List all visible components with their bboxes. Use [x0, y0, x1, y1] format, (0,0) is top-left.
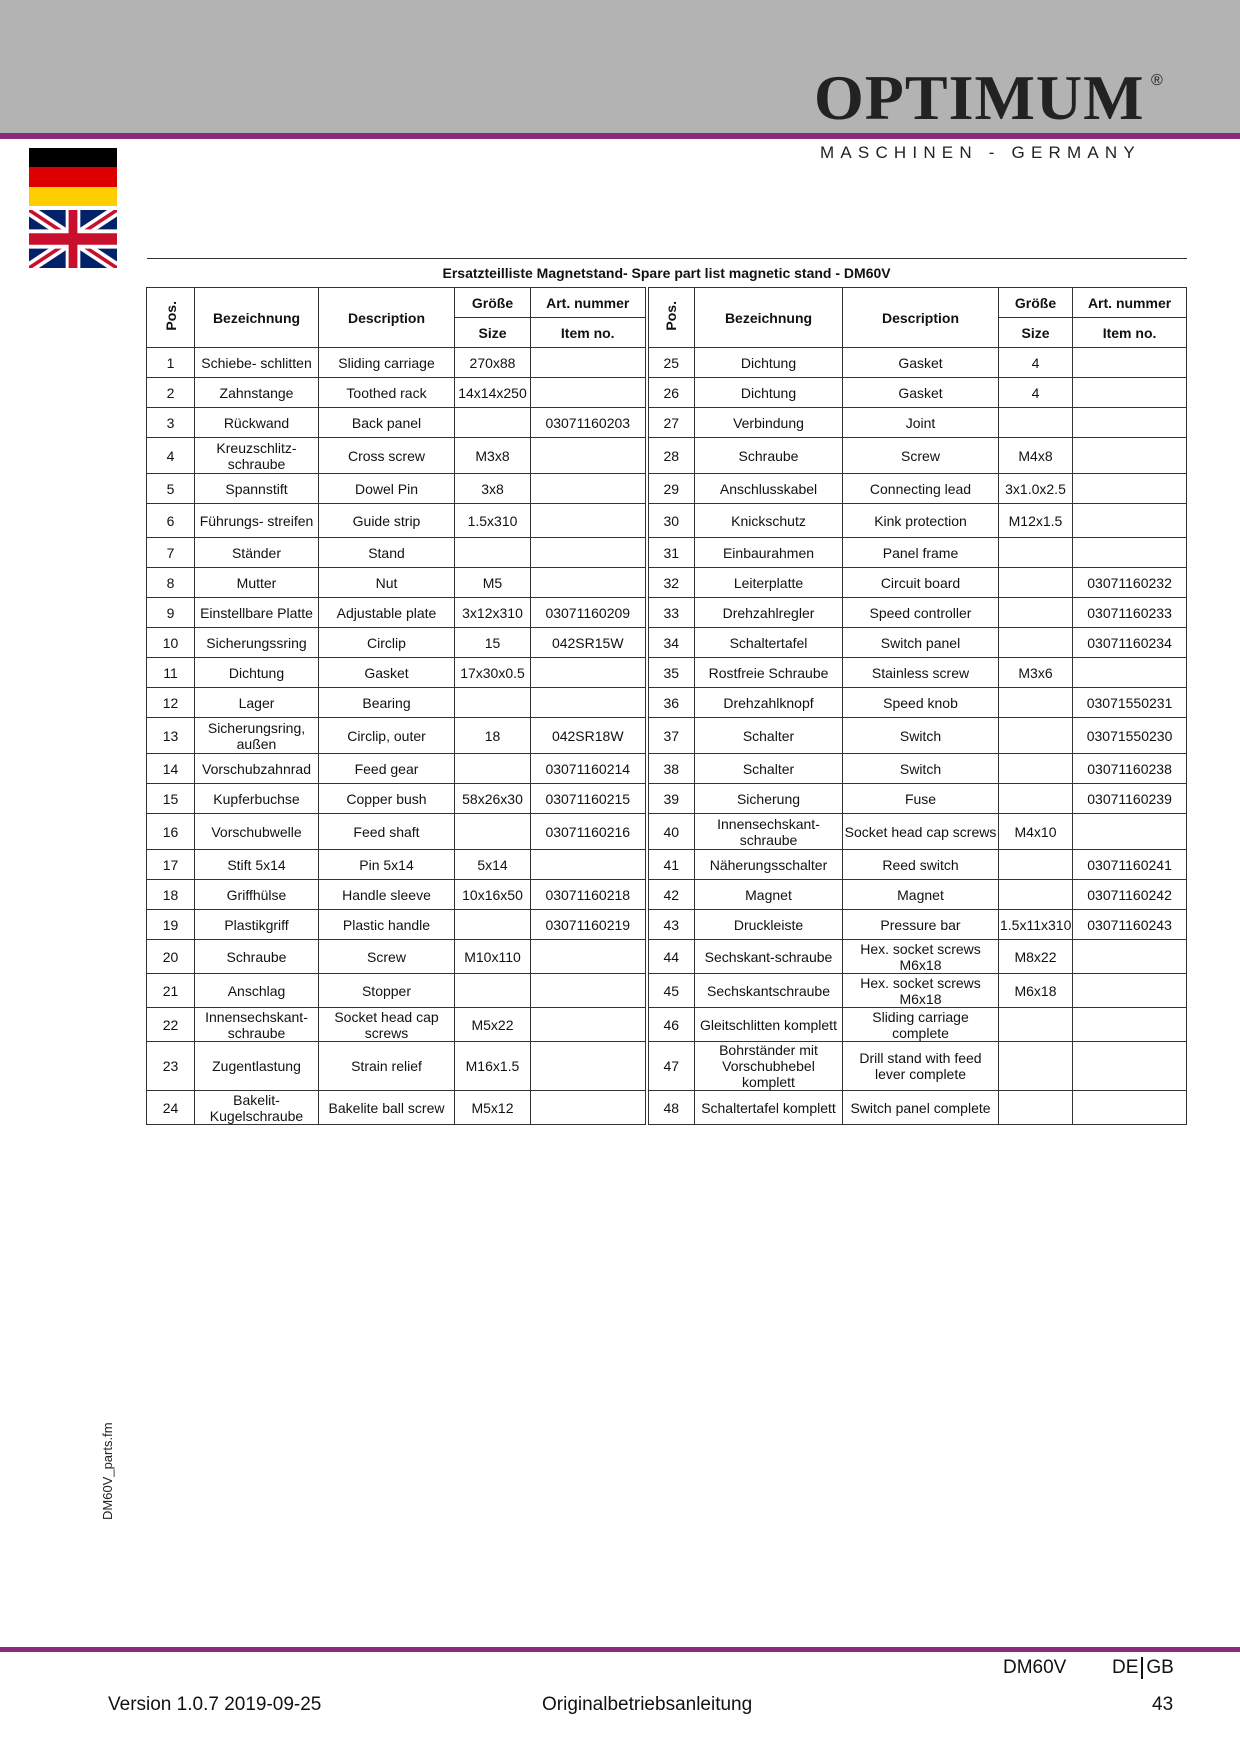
- table-row: [147, 910, 1187, 940]
- cell-right-size: M12x1.5: [999, 504, 1073, 538]
- cell-left-size: 58x26x30: [455, 784, 531, 814]
- cell-right-pos: 47: [647, 1042, 695, 1091]
- cell-right-item-no: [1073, 1091, 1187, 1125]
- cell-left-description: Nut: [319, 568, 455, 598]
- cell-left-bezeichnung: Lager: [195, 688, 319, 718]
- cell-left-pos: 7: [147, 538, 195, 568]
- registered-mark: ®: [1151, 72, 1163, 89]
- cell-right-size: [999, 598, 1073, 628]
- page-number: 43: [1152, 1694, 1174, 1715]
- cell-left-item-no: 042SR15W: [531, 628, 647, 658]
- header-groesse: Größe: [455, 288, 531, 318]
- cell-left-pos: 10: [147, 628, 195, 658]
- cell-left-bezeichnung: Zugentlastung: [195, 1042, 319, 1091]
- cell-right-pos: 45: [647, 974, 695, 1008]
- cell-right-pos: 28: [647, 438, 695, 474]
- cell-left-description: Gasket: [319, 658, 455, 688]
- cell-right-pos: 25: [647, 348, 695, 378]
- cell-left-pos: 2: [147, 378, 195, 408]
- cell-left-pos: 23: [147, 1042, 195, 1091]
- cell-left-description: Copper bush: [319, 784, 455, 814]
- table-row: [147, 504, 1187, 538]
- header-description: Description: [319, 288, 455, 348]
- cell-left-item-no: 03071160215: [531, 784, 647, 814]
- cell-left-pos: 6: [147, 504, 195, 538]
- cell-right-description: Switch panel: [843, 628, 999, 658]
- lang-gb: GB: [1146, 1657, 1174, 1679]
- cell-left-pos: 22: [147, 1008, 195, 1042]
- table-row: [147, 348, 1187, 378]
- cell-left-pos: 18: [147, 880, 195, 910]
- header-groesse-right: Größe: [999, 288, 1073, 318]
- cell-right-item-no: [1073, 1008, 1187, 1042]
- footer-accent-line: [0, 1647, 1240, 1652]
- cell-right-description: Hex. socket screws M6x18: [843, 974, 999, 1008]
- cell-right-pos: 27: [647, 408, 695, 438]
- cell-right-pos: 39: [647, 784, 695, 814]
- cell-left-size: M5x12: [455, 1091, 531, 1125]
- cell-left-bezeichnung: Mutter: [195, 568, 319, 598]
- cell-right-item-no: 03071160241: [1073, 850, 1187, 880]
- cell-right-size: [999, 1091, 1073, 1125]
- cell-left-bezeichnung: Stift 5x14: [195, 850, 319, 880]
- cell-right-bezeichnung: Sicherung: [695, 784, 843, 814]
- cell-right-bezeichnung: Schraube: [695, 438, 843, 474]
- cell-right-size: [999, 718, 1073, 754]
- cell-right-size: [999, 880, 1073, 910]
- cell-left-size: [455, 754, 531, 784]
- table-row: [147, 628, 1187, 658]
- cell-left-item-no: [531, 348, 647, 378]
- table-row: [147, 658, 1187, 688]
- lang-de: DE: [1112, 1657, 1139, 1679]
- cell-right-description: Speed knob: [843, 688, 999, 718]
- cell-left-item-no: 03071160219: [531, 910, 647, 940]
- cell-left-item-no: 03071160216: [531, 814, 647, 850]
- cell-right-size: 4: [999, 378, 1073, 408]
- table-row: [147, 688, 1187, 718]
- table-row: [147, 408, 1187, 438]
- cell-left-pos: 8: [147, 568, 195, 598]
- cell-right-size: [999, 850, 1073, 880]
- cell-right-item-no: 03071160238: [1073, 754, 1187, 784]
- table-row: [147, 974, 1187, 1008]
- cell-right-size: [999, 688, 1073, 718]
- cell-right-pos: 33: [647, 598, 695, 628]
- cell-right-item-no: [1073, 438, 1187, 474]
- header-art-nummer-right: Art. nummer: [1073, 288, 1187, 318]
- cell-right-bezeichnung: Rostfreie Schraube: [695, 658, 843, 688]
- cell-left-item-no: [531, 438, 647, 474]
- cell-left-item-no: 03071160209: [531, 598, 647, 628]
- cell-left-item-no: [531, 940, 647, 974]
- cell-left-pos: 3: [147, 408, 195, 438]
- cell-right-size: 4: [999, 348, 1073, 378]
- cell-right-description: Drill stand with feed lever complete: [843, 1042, 999, 1091]
- cell-left-description: Handle sleeve: [319, 880, 455, 910]
- cell-right-pos: 26: [647, 378, 695, 408]
- cell-right-size: [999, 1008, 1073, 1042]
- table-row: [147, 1008, 1187, 1042]
- cell-right-size: 1.5x11x310: [999, 910, 1073, 940]
- cell-left-description: Adjustable plate: [319, 598, 455, 628]
- cell-right-size: [999, 538, 1073, 568]
- cell-left-size: [455, 688, 531, 718]
- cell-left-pos: 24: [147, 1091, 195, 1125]
- table-row: [147, 850, 1187, 880]
- cell-left-size: M5: [455, 568, 531, 598]
- cell-right-pos: 38: [647, 754, 695, 784]
- cell-right-bezeichnung: Dichtung: [695, 378, 843, 408]
- table-title: Ersatzteilliste Magnetstand- Spare part list magnetic stand - DM60V: [147, 259, 1187, 288]
- cell-left-bezeichnung: Bakelit-Kugelschraube: [195, 1091, 319, 1125]
- header-bezeichnung-right: Bezeichnung: [695, 288, 843, 348]
- cell-right-size: [999, 568, 1073, 598]
- cell-right-description: Joint: [843, 408, 999, 438]
- spare-parts-table: [146, 258, 1186, 1125]
- brand-tagline: MASCHINEN - GERMANY: [820, 143, 1141, 162]
- cell-right-item-no: [1073, 348, 1187, 378]
- cell-right-description: Switch: [843, 718, 999, 754]
- cell-left-item-no: [531, 538, 647, 568]
- footer-model: DM60V: [1003, 1657, 1067, 1678]
- source-file-label: DM60V_parts.fm: [100, 1422, 115, 1520]
- cell-right-bezeichnung: Druckleiste: [695, 910, 843, 940]
- cell-right-bezeichnung: Anschlusskabel: [695, 474, 843, 504]
- cell-left-item-no: 03071160214: [531, 754, 647, 784]
- cell-left-pos: 4: [147, 438, 195, 474]
- cell-right-size: [999, 784, 1073, 814]
- header-accent-line: [0, 133, 1240, 139]
- cell-left-bezeichnung: Plastikgriff: [195, 910, 319, 940]
- cell-left-pos: 11: [147, 658, 195, 688]
- cell-left-bezeichnung: Schiebe- schlitten: [195, 348, 319, 378]
- cell-left-bezeichnung: Spannstift: [195, 474, 319, 504]
- cell-right-size: 3x1.0x2.5: [999, 474, 1073, 504]
- cell-left-item-no: 042SR18W: [531, 718, 647, 754]
- cell-left-item-no: [531, 658, 647, 688]
- cell-right-size: [999, 754, 1073, 784]
- cell-left-description: Stopper: [319, 974, 455, 1008]
- cell-right-item-no: 03071550230: [1073, 718, 1187, 754]
- table-row: [147, 474, 1187, 504]
- cell-right-description: Screw: [843, 438, 999, 474]
- cell-right-description: Pressure bar: [843, 910, 999, 940]
- cell-left-item-no: 03071160203: [531, 408, 647, 438]
- cell-left-description: Screw: [319, 940, 455, 974]
- cell-left-item-no: [531, 474, 647, 504]
- cell-right-description: Magnet: [843, 880, 999, 910]
- table-row: [147, 814, 1187, 850]
- header-pos: Pos.: [147, 288, 195, 348]
- cell-right-item-no: [1073, 408, 1187, 438]
- cell-left-size: 3x8: [455, 474, 531, 504]
- cell-right-item-no: [1073, 940, 1187, 974]
- cell-right-size: [999, 1042, 1073, 1091]
- cell-right-description: Gasket: [843, 348, 999, 378]
- cell-left-bezeichnung: Griffhülse: [195, 880, 319, 910]
- cell-left-size: 3x12x310: [455, 598, 531, 628]
- footer-document-type: Originalbetriebsanleitung: [542, 1694, 753, 1715]
- cell-left-size: 14x14x250: [455, 378, 531, 408]
- cell-left-size: [455, 408, 531, 438]
- cell-left-item-no: [531, 1008, 647, 1042]
- cell-right-pos: 43: [647, 910, 695, 940]
- cell-right-description: Speed controller: [843, 598, 999, 628]
- cell-right-item-no: 03071160233: [1073, 598, 1187, 628]
- cell-left-item-no: [531, 850, 647, 880]
- cell-left-size: M10x110: [455, 940, 531, 974]
- cell-left-size: M5x22: [455, 1008, 531, 1042]
- header-art-nummer: Art. nummer: [531, 288, 647, 318]
- cell-left-item-no: [531, 1042, 647, 1091]
- cell-right-bezeichnung: Knickschutz: [695, 504, 843, 538]
- cell-left-size: [455, 910, 531, 940]
- cell-left-size: 1.5x310: [455, 504, 531, 538]
- cell-right-bezeichnung: Näherungsschalter: [695, 850, 843, 880]
- cell-right-description: Switch panel complete: [843, 1091, 999, 1125]
- cell-right-size: [999, 408, 1073, 438]
- cell-left-description: Guide strip: [319, 504, 455, 538]
- cell-left-size: 10x16x50: [455, 880, 531, 910]
- cell-right-description: Stainless screw: [843, 658, 999, 688]
- cell-right-description: Sliding carriage complete: [843, 1008, 999, 1042]
- cell-left-item-no: [531, 1091, 647, 1125]
- table-row: [147, 718, 1187, 754]
- cell-left-description: Bakelite ball screw: [319, 1091, 455, 1125]
- cell-left-description: Feed gear: [319, 754, 455, 784]
- cell-right-description: Panel frame: [843, 538, 999, 568]
- cell-left-description: Plastic handle: [319, 910, 455, 940]
- uk-flag-icon[interactable]: [29, 210, 117, 268]
- cell-left-pos: 16: [147, 814, 195, 850]
- cell-right-bezeichnung: Einbaurahmen: [695, 538, 843, 568]
- cell-right-item-no: 03071160243: [1073, 910, 1187, 940]
- cell-left-description: Toothed rack: [319, 378, 455, 408]
- cell-right-description: Reed switch: [843, 850, 999, 880]
- cell-left-bezeichnung: Vorschubzahnrad: [195, 754, 319, 784]
- cell-right-size: M8x22: [999, 940, 1073, 974]
- cell-right-item-no: 03071550231: [1073, 688, 1187, 718]
- cell-left-pos: 15: [147, 784, 195, 814]
- header-bezeichnung: Bezeichnung: [195, 288, 319, 348]
- cell-right-pos: 48: [647, 1091, 695, 1125]
- cell-left-bezeichnung: Vorschubwelle: [195, 814, 319, 850]
- cell-left-size: 15: [455, 628, 531, 658]
- cell-left-pos: 17: [147, 850, 195, 880]
- cell-left-description: Circlip, outer: [319, 718, 455, 754]
- cell-right-bezeichnung: Schaltertafel komplett: [695, 1091, 843, 1125]
- cell-right-bezeichnung: Drehzahlregler: [695, 598, 843, 628]
- cell-left-size: 5x14: [455, 850, 531, 880]
- cell-right-bezeichnung: Schaltertafel: [695, 628, 843, 658]
- cell-right-pos: 44: [647, 940, 695, 974]
- cell-right-pos: 41: [647, 850, 695, 880]
- cell-left-size: M3x8: [455, 438, 531, 474]
- cell-left-size: 18: [455, 718, 531, 754]
- cell-right-item-no: [1073, 974, 1187, 1008]
- cell-right-pos: 29: [647, 474, 695, 504]
- cell-left-description: Socket head cap screws: [319, 1008, 455, 1042]
- cell-left-description: Pin 5x14: [319, 850, 455, 880]
- cell-right-pos: 31: [647, 538, 695, 568]
- cell-left-size: [455, 814, 531, 850]
- cell-left-bezeichnung: Zahnstange: [195, 378, 319, 408]
- cell-right-item-no: [1073, 814, 1187, 850]
- footer-version: Version 1.0.7 2019-09-25: [108, 1694, 322, 1715]
- cell-left-pos: 1: [147, 348, 195, 378]
- cell-right-size: [999, 628, 1073, 658]
- cell-left-description: Bearing: [319, 688, 455, 718]
- table-row: [147, 940, 1187, 974]
- cell-left-pos: 12: [147, 688, 195, 718]
- table-row: [147, 784, 1187, 814]
- cell-left-bezeichnung: Dichtung: [195, 658, 319, 688]
- table-row: [147, 1091, 1187, 1125]
- cell-right-description: Gasket: [843, 378, 999, 408]
- cell-left-description: Back panel: [319, 408, 455, 438]
- cell-right-item-no: 03071160234: [1073, 628, 1187, 658]
- cell-left-bezeichnung: Innensechskant-schraube: [195, 1008, 319, 1042]
- table-row: [147, 754, 1187, 784]
- cell-left-description: Strain relief: [319, 1042, 455, 1091]
- germany-flag-icon[interactable]: [29, 148, 117, 206]
- cell-left-item-no: [531, 974, 647, 1008]
- cell-right-description: Socket head cap screws: [843, 814, 999, 850]
- cell-left-bezeichnung: Einstellbare Platte: [195, 598, 319, 628]
- header-size-right: Size: [999, 318, 1073, 348]
- cell-left-pos: 9: [147, 598, 195, 628]
- cell-left-pos: 5: [147, 474, 195, 504]
- cell-left-bezeichnung: Kreuzschlitz-schraube: [195, 438, 319, 474]
- cell-right-pos: 32: [647, 568, 695, 598]
- cell-left-bezeichnung: Führungs- streifen: [195, 504, 319, 538]
- cell-right-bezeichnung: Bohrständer mit Vorschubhebel komplett: [695, 1042, 843, 1091]
- cell-right-pos: 40: [647, 814, 695, 850]
- cell-right-item-no: [1073, 538, 1187, 568]
- cell-left-description: Cross screw: [319, 438, 455, 474]
- cell-right-size: M6x18: [999, 974, 1073, 1008]
- cell-right-pos: 37: [647, 718, 695, 754]
- cell-right-pos: 30: [647, 504, 695, 538]
- cell-right-description: Circuit board: [843, 568, 999, 598]
- cell-left-description: Feed shaft: [319, 814, 455, 850]
- header-description-right: Description: [843, 288, 999, 348]
- cell-right-item-no: 03071160239: [1073, 784, 1187, 814]
- cell-right-pos: 36: [647, 688, 695, 718]
- cell-right-bezeichnung: Leiterplatte: [695, 568, 843, 598]
- cell-left-size: [455, 974, 531, 1008]
- header-size: Size: [455, 318, 531, 348]
- cell-right-bezeichnung: Magnet: [695, 880, 843, 910]
- cell-left-size: 17x30x0.5: [455, 658, 531, 688]
- cell-right-description: Connecting lead: [843, 474, 999, 504]
- cell-left-size: M16x1.5: [455, 1042, 531, 1091]
- cell-right-item-no: [1073, 658, 1187, 688]
- cell-left-bezeichnung: Sicherungssring: [195, 628, 319, 658]
- cell-right-bezeichnung: Innensechskant-schraube: [695, 814, 843, 850]
- footer-language: [1112, 1657, 1174, 1679]
- cell-right-pos: 46: [647, 1008, 695, 1042]
- cell-right-description: Hex. socket screws M6x18: [843, 940, 999, 974]
- cell-right-pos: 35: [647, 658, 695, 688]
- cell-left-pos: 13: [147, 718, 195, 754]
- header-item-no-right: Item no.: [1073, 318, 1187, 348]
- cell-right-item-no: [1073, 378, 1187, 408]
- table-row: [147, 538, 1187, 568]
- cell-right-bezeichnung: Drehzahlknopf: [695, 688, 843, 718]
- lang-separator: [1141, 1657, 1143, 1679]
- cell-left-pos: 14: [147, 754, 195, 784]
- cell-right-item-no: [1073, 1042, 1187, 1091]
- cell-right-pos: 34: [647, 628, 695, 658]
- cell-left-description: Dowel Pin: [319, 474, 455, 504]
- cell-right-item-no: 03071160232: [1073, 568, 1187, 598]
- header-pos-right: Pos.: [647, 288, 695, 348]
- cell-left-bezeichnung: Ständer: [195, 538, 319, 568]
- cell-right-bezeichnung: Dichtung: [695, 348, 843, 378]
- table-row: [147, 438, 1187, 474]
- cell-left-size: [455, 538, 531, 568]
- cell-left-description: Circlip: [319, 628, 455, 658]
- header-item-no: Item no.: [531, 318, 647, 348]
- cell-right-size: M4x8: [999, 438, 1073, 474]
- cell-left-item-no: [531, 378, 647, 408]
- cell-right-bezeichnung: Gleitschlitten komplett: [695, 1008, 843, 1042]
- cell-left-description: Sliding carriage: [319, 348, 455, 378]
- cell-right-bezeichnung: Sechskant-schraube: [695, 940, 843, 974]
- brand-logo: OPTIMUM: [814, 62, 1145, 133]
- table-row: [147, 1042, 1187, 1091]
- cell-right-item-no: [1073, 504, 1187, 538]
- cell-left-pos: 19: [147, 910, 195, 940]
- table-row: [147, 598, 1187, 628]
- cell-right-size: M4x10: [999, 814, 1073, 850]
- cell-right-item-no: 03071160242: [1073, 880, 1187, 910]
- cell-left-item-no: [531, 504, 647, 538]
- cell-left-item-no: [531, 568, 647, 598]
- cell-left-pos: 20: [147, 940, 195, 974]
- cell-left-bezeichnung: Schraube: [195, 940, 319, 974]
- cell-left-bezeichnung: Anschlag: [195, 974, 319, 1008]
- cell-right-bezeichnung: Schalter: [695, 718, 843, 754]
- cell-left-bezeichnung: Sicherungsring, außen: [195, 718, 319, 754]
- cell-right-item-no: [1073, 474, 1187, 504]
- cell-right-bezeichnung: Verbindung: [695, 408, 843, 438]
- cell-left-description: Stand: [319, 538, 455, 568]
- table-row: [147, 568, 1187, 598]
- table-row: [147, 880, 1187, 910]
- cell-right-description: Kink protection: [843, 504, 999, 538]
- cell-right-pos: 42: [647, 880, 695, 910]
- cell-right-bezeichnung: Schalter: [695, 754, 843, 784]
- cell-left-size: 270x88: [455, 348, 531, 378]
- cell-left-item-no: [531, 688, 647, 718]
- cell-right-bezeichnung: Sechskantschraube: [695, 974, 843, 1008]
- cell-left-bezeichnung: Rückwand: [195, 408, 319, 438]
- cell-left-pos: 21: [147, 974, 195, 1008]
- cell-left-item-no: 03071160218: [531, 880, 647, 910]
- table-row: [147, 378, 1187, 408]
- cell-right-size: M3x6: [999, 658, 1073, 688]
- cell-left-bezeichnung: Kupferbuchse: [195, 784, 319, 814]
- cell-right-description: Fuse: [843, 784, 999, 814]
- cell-right-description: Switch: [843, 754, 999, 784]
